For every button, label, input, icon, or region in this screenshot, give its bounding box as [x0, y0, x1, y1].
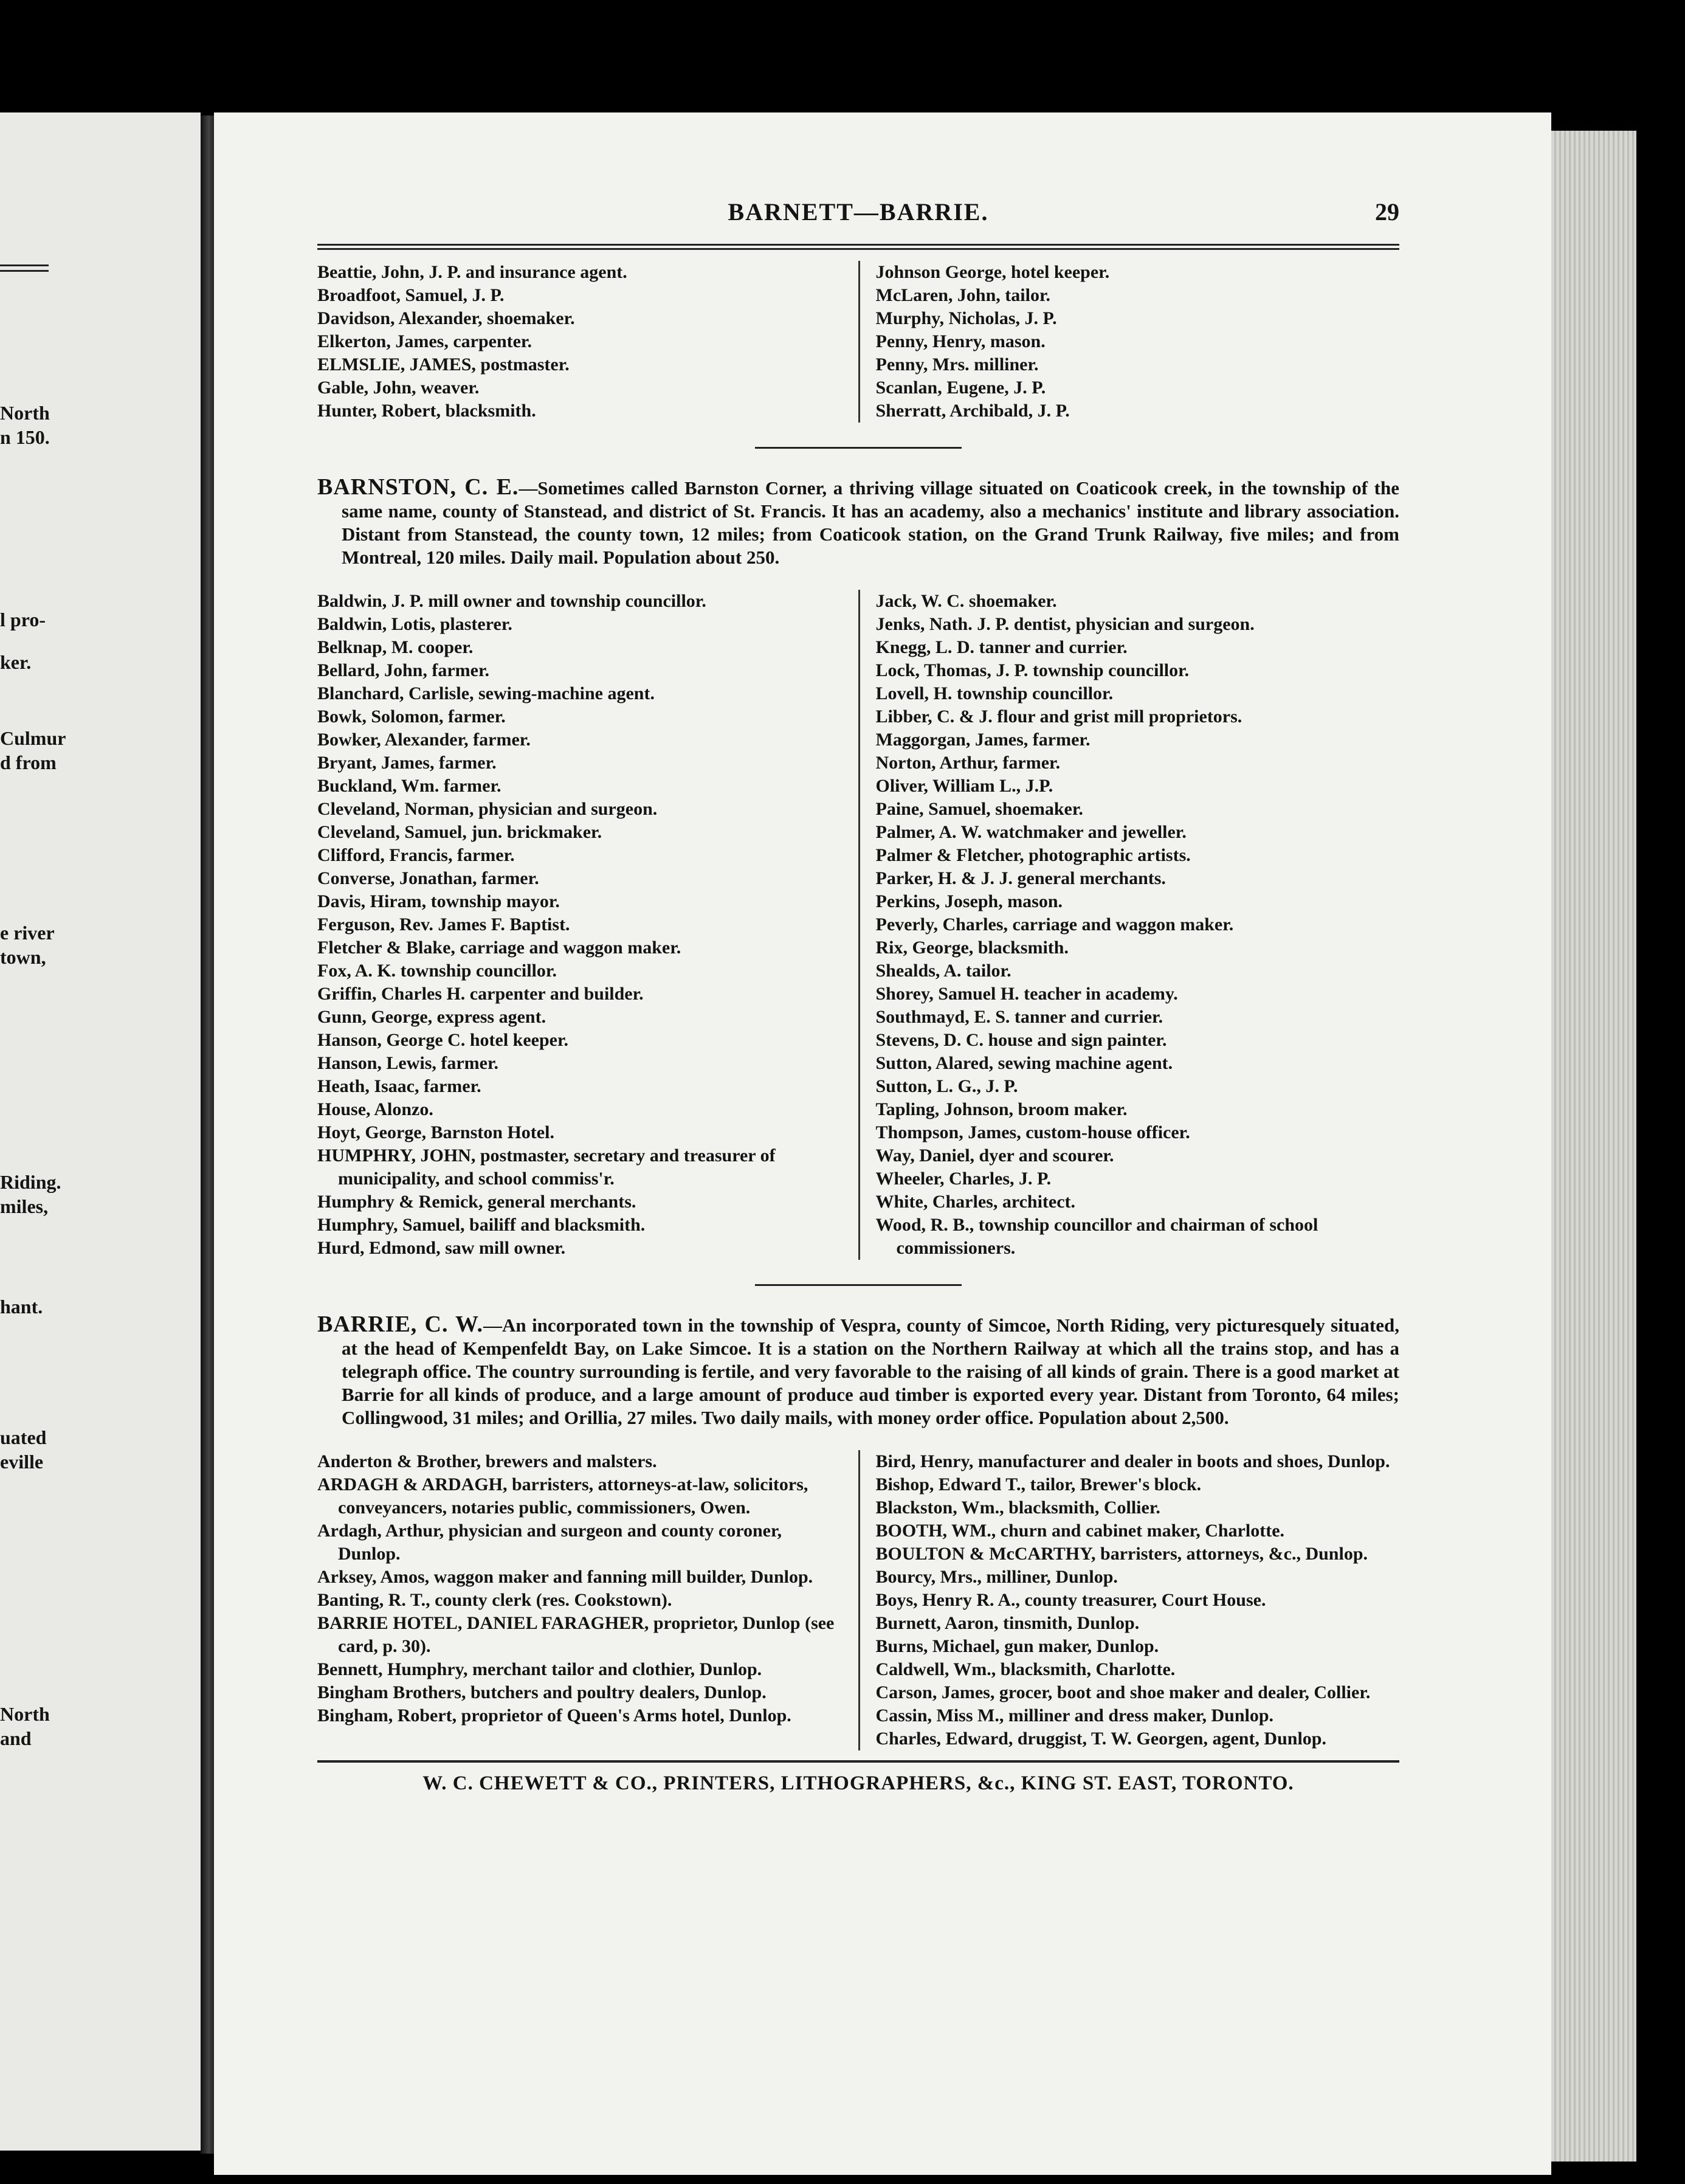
directory-entry: Converse, Jonathan, farmer.: [317, 868, 539, 888]
directory-entry: Oliver, William L., J.P.: [875, 776, 1053, 796]
page-number: 29: [1375, 198, 1399, 226]
directory-entry: Lock, Thomas, J. P. township councillor.: [875, 660, 1190, 680]
directory-entry: Belknap, M. cooper.: [317, 637, 474, 657]
printer-footer: W. C. CHEWETT & CO., PRINTERS, LITHOGRAPHERS, &c., KING ST. EAST, TORONTO.: [317, 1760, 1399, 1795]
directory-entry: Heath, Isaac, farmer.: [317, 1076, 481, 1096]
book-gutter: [201, 116, 214, 2154]
directory-entry: Humphry & Remick, general merchants.: [317, 1192, 636, 1212]
barrie-right-column: [858, 1450, 1400, 1750]
directory-entry: Bowk, Solomon, farmer.: [317, 707, 506, 727]
directory-entry: Buckland, Wm. farmer.: [317, 776, 501, 796]
left-page-text-fragment: town,: [0, 946, 46, 968]
left-page-text-fragment: n 150.: [0, 426, 50, 448]
directory-entry: Hanson, George C. hotel keeper.: [317, 1030, 569, 1050]
directory-entry: Way, Daniel, dyer and scourer.: [875, 1146, 1114, 1166]
directory-entry: Palmer & Fletcher, photographic artists.: [875, 845, 1191, 865]
directory-entry: ELMSLIE, JAMES, postmaster.: [317, 354, 570, 375]
left-page-rule: [0, 264, 49, 272]
directory-entry: Cleveland, Samuel, jun. brickmaker.: [317, 822, 602, 842]
page-title: BARNETT—BARRIE.: [728, 198, 989, 226]
directory-entry: Arksey, Amos, waggon maker and fanning mill builder, Dunlop.: [317, 1567, 813, 1587]
directory-entry: McLaren, John, tailor.: [875, 285, 1051, 305]
directory-entry: Thompson, James, custom-house officer.: [875, 1122, 1190, 1142]
directory-entry: Rix, George, blacksmith.: [875, 938, 1069, 958]
directory-entry: Bellard, John, farmer.: [317, 660, 490, 680]
directory-entry: Hurd, Edmond, saw mill owner.: [317, 1238, 566, 1258]
header-rule: [317, 244, 1399, 250]
barrie-text: —An incorporated town in the township of Vespra, county of Simcoe, North Riding, very picturesquely situated, at the head of Kempenfeldt Bay, on Lake Simcoe. It is a station on the Northern Railway at which all the trains stop, and has a telegraph office. The country surrounding is fertile, and very favorable to the raising of all kinds of grain. There is a good market at Barrie for all kinds of produce, and a large amount of produce aud timber is exported every year. Distant from Toronto, 64 miles; Collingwood, 31 miles; and Orillia, 27 miles. Two daily mails, with money order office. Population about 2,500.: [342, 1315, 1399, 1428]
barrie-listing: [317, 1450, 1399, 1750]
directory-entry: Norton, Arthur, farmer.: [875, 753, 1061, 773]
running-head: [317, 198, 1399, 240]
directory-entry: Penny, Henry, mason.: [875, 331, 1046, 351]
directory-entry: Bryant, James, farmer.: [317, 753, 497, 773]
directory-entry: HUMPHRY, JOHN, postmaster, secretary and treasurer of municipality, and school commiss'r.: [317, 1146, 776, 1189]
directory-entry: Humphry, Samuel, bailiff and blacksmith.: [317, 1215, 646, 1235]
directory-entry: Bird, Henry, manufacturer and dealer in boots and shoes, Dunlop.: [875, 1451, 1390, 1471]
directory-entry: Blanchard, Carlisle, sewing-machine agent.: [317, 683, 655, 703]
directory-entry: Bishop, Edward T., tailor, Brewer's block.: [875, 1474, 1202, 1495]
directory-entry: Bingham, Robert, proprietor of Queen's Arms hotel, Dunlop.: [317, 1705, 791, 1726]
left-page-text-fragment: Culmur: [0, 727, 66, 749]
left-page-text-fragment: miles,: [0, 1195, 49, 1217]
directory-entry: Southmayd, E. S. tanner and currier.: [875, 1007, 1163, 1027]
directory-entry: Maggorgan, James, farmer.: [875, 730, 1091, 750]
directory-entry: Murphy, Nicholas, J. P.: [875, 308, 1057, 328]
directory-entry: Jack, W. C. shoemaker.: [875, 591, 1057, 611]
directory-entry: Caldwell, Wm., blacksmith, Charlotte.: [875, 1659, 1176, 1679]
barrie-left-column: [317, 1450, 858, 1750]
section-separator: [755, 1284, 962, 1286]
section-separator: [755, 447, 962, 449]
directory-entry: White, Charles, architect.: [875, 1192, 1076, 1212]
directory-entry: Gable, John, weaver.: [317, 378, 480, 398]
directory-entry: Johnson George, hotel keeper.: [875, 262, 1110, 282]
directory-entry: Cassin, Miss M., milliner and dress maker, Dunlop.: [875, 1705, 1274, 1726]
directory-entry: Palmer, A. W. watchmaker and jeweller.: [875, 822, 1187, 842]
directory-entry: Shorey, Samuel H. teacher in academy.: [875, 984, 1178, 1004]
left-page-text-fragment: e river: [0, 922, 55, 944]
directory-entry: Hoyt, George, Barnston Hotel.: [317, 1122, 554, 1142]
directory-entry: Sutton, Alared, sewing machine agent.: [875, 1053, 1173, 1073]
directory-entry: Blackston, Wm., blacksmith, Collier.: [875, 1498, 1160, 1518]
barnett-left-column: [317, 261, 858, 423]
directory-entry: Jenks, Nath. J. P. dentist, physician and surgeon.: [875, 614, 1255, 634]
barnston-right-column: [858, 590, 1400, 1260]
directory-entry: Hunter, Robert, blacksmith.: [317, 401, 536, 421]
directory-entry: Penny, Mrs. milliner.: [875, 354, 1039, 375]
left-page-text-fragment: Riding.: [0, 1171, 61, 1193]
directory-entry: Bowker, Alexander, farmer.: [317, 730, 531, 750]
barnston-listing: [317, 590, 1399, 1260]
directory-entry: Clifford, Francis, farmer.: [317, 845, 515, 865]
barrie-description: [317, 1313, 1399, 1429]
directory-entry: Carson, James, grocer, boot and shoe maker and dealer, Collier.: [875, 1682, 1371, 1702]
directory-entry: Wood, R. B., township councillor and chairman of school commissioners.: [875, 1215, 1318, 1258]
directory-entry: Banting, R. T., county clerk (res. Cookstown).: [317, 1590, 672, 1610]
directory-entry: Lovell, H. township councillor.: [875, 683, 1114, 703]
directory-entry: ARDAGH & ARDAGH, barristers, attorneys-at-law, solicitors, conveyancers, notaries public, commissioners, Owen.: [317, 1474, 808, 1518]
directory-entry: Charles, Edward, druggist, T. W. Georgen, agent, Dunlop.: [875, 1729, 1326, 1749]
directory-entry: Burnett, Aaron, tinsmith, Dunlop.: [875, 1613, 1140, 1633]
barnston-description: [317, 475, 1399, 569]
directory-entry: BARRIE HOTEL, DANIEL FARAGHER, proprietor, Dunlop (see card, p. 30).: [317, 1613, 835, 1656]
directory-entry: Broadfoot, Samuel, J. P.: [317, 285, 505, 305]
directory-entry: BOOTH, WM., churn and cabinet maker, Charlotte.: [875, 1521, 1285, 1541]
page-edges: [1551, 131, 1636, 2162]
directory-entry: Fletcher & Blake, carriage and waggon maker.: [317, 938, 681, 958]
page-content: [317, 198, 1399, 1795]
barnett-right-column: [858, 261, 1400, 423]
left-page-text-fragment: hant.: [0, 1296, 43, 1318]
left-page-text-fragment: North: [0, 1703, 50, 1725]
directory-entry: Shealds, A. tailor.: [875, 961, 1011, 981]
directory-entry: Bingham Brothers, butchers and poultry dealers, Dunlop.: [317, 1682, 767, 1702]
directory-entry: Anderton & Brother, brewers and malsters.: [317, 1451, 657, 1471]
left-facing-page: [0, 112, 201, 2151]
directory-page: [214, 112, 1551, 2175]
directory-entry: House, Alonzo.: [317, 1099, 433, 1119]
directory-entry: Stevens, D. C. house and sign painter.: [875, 1030, 1167, 1050]
left-page-text-fragment: eville: [0, 1451, 44, 1473]
left-page-text-fragment: North: [0, 402, 50, 424]
directory-entry: Burns, Michael, gun maker, Dunlop.: [875, 1636, 1159, 1656]
directory-entry: Baldwin, J. P. mill owner and township councillor.: [317, 591, 706, 611]
directory-entry: Parker, H. & J. J. general merchants.: [875, 868, 1166, 888]
directory-entry: Hanson, Lewis, farmer.: [317, 1053, 499, 1073]
directory-entry: BOULTON & McCARTHY, barristers, attorneys, &c., Dunlop.: [875, 1544, 1368, 1564]
directory-entry: Cleveland, Norman, physician and surgeon.: [317, 799, 658, 819]
barnston-text: —Sometimes called Barnston Corner, a thriving village situated on Coaticook creek, in the township of the same name, county of Stanstead, and district of St. Francis. It has an academy, also a mechanics' institute and library association. Distant from Stanstead, the county town, 12 miles; from Coaticook station, on the Grand Trunk Railway, five miles; and from Montreal, 120 miles. Daily mail. Population about 250.: [342, 477, 1400, 568]
directory-entry: Griffin, Charles H. carpenter and builder.: [317, 984, 644, 1004]
barnston-left-column: [317, 590, 858, 1260]
barnett-listing: [317, 261, 1399, 423]
left-page-text-fragment: and: [0, 1727, 32, 1749]
directory-entry: Sherratt, Archibald, J. P.: [875, 401, 1070, 421]
directory-entry: Bennett, Humphry, merchant tailor and clothier, Dunlop.: [317, 1659, 762, 1679]
directory-entry: Paine, Samuel, shoemaker.: [875, 799, 1083, 819]
directory-entry: Beattie, John, J. P. and insurance agent.: [317, 262, 627, 282]
directory-entry: Bourcy, Mrs., milliner, Dunlop.: [875, 1567, 1118, 1587]
left-page-text-fragment: uated: [0, 1426, 47, 1448]
left-page-text-fragment: ker.: [0, 651, 32, 673]
directory-entry: Sutton, L. G., J. P.: [875, 1076, 1018, 1096]
directory-entry: Davis, Hiram, township mayor.: [317, 891, 560, 911]
directory-entry: Knegg, L. D. tanner and currier.: [875, 637, 1128, 657]
left-page-text-fragment: l pro-: [0, 609, 46, 631]
directory-entry: Ferguson, Rev. James F. Baptist.: [317, 914, 570, 935]
left-page-text-fragment: d from: [0, 752, 57, 773]
directory-entry: Tapling, Johnson, broom maker.: [875, 1099, 1128, 1119]
directory-entry: Peverly, Charles, carriage and waggon maker.: [875, 914, 1234, 935]
barrie-heading: BARRIE, C. W.: [317, 1311, 483, 1337]
directory-entry: Perkins, Joseph, mason.: [875, 891, 1063, 911]
directory-entry: Elkerton, James, carpenter.: [317, 331, 532, 351]
directory-entry: Libber, C. & J. flour and grist mill proprietors.: [875, 707, 1242, 727]
directory-entry: Davidson, Alexander, shoemaker.: [317, 308, 575, 328]
directory-entry: Scanlan, Eugene, J. P.: [875, 378, 1046, 398]
directory-entry: Baldwin, Lotis, plasterer.: [317, 614, 512, 634]
directory-entry: Fox, A. K. township councillor.: [317, 961, 557, 981]
barnston-heading: BARNSTON, C. E.: [317, 474, 519, 500]
directory-entry: Gunn, George, express agent.: [317, 1007, 546, 1027]
directory-entry: Boys, Henry R. A., county treasurer, Court House.: [875, 1590, 1266, 1610]
directory-entry: Ardagh, Arthur, physician and surgeon and county coroner, Dunlop.: [317, 1521, 782, 1564]
directory-entry: Wheeler, Charles, J. P.: [875, 1169, 1052, 1189]
